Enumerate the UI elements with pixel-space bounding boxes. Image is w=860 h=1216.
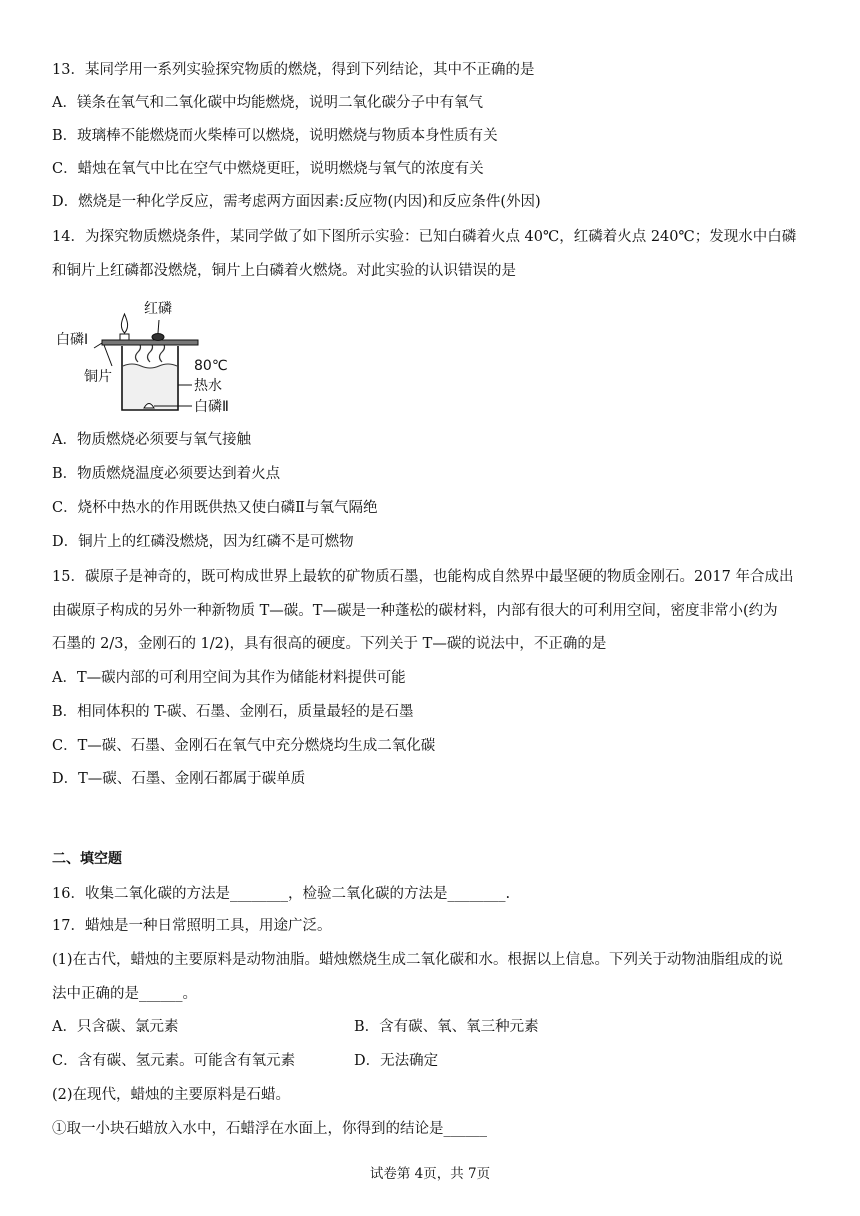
label-white-phosphorus-2: 白磷Ⅱ [194, 399, 229, 415]
q13-stem: 13．某同学用一系列实验探究物质的燃烧，得到下列结论，其中不正确的是 [52, 62, 535, 78]
q15-option-b: B．相同体积的 T-碳、石墨、金刚石，质量最轻的是石墨 [52, 704, 414, 720]
q14-option-b: B．物质燃烧温度必须要达到着火点 [52, 466, 281, 482]
hot-water-fill [123, 364, 177, 410]
q16-text: 16．收集二氧化碳的方法是________，检验二氧化碳的方法是________. [52, 886, 511, 902]
q17-part2-item1: ①取一小块石蜡放入水中，石蜡浮在水面上，你得到的结论是______ [52, 1121, 487, 1137]
q17-option-b: B．含有碳、氧、氧三种元素 [354, 1019, 539, 1035]
q15-option-a: A．T—碳内部的可利用空间为其作为储能材料提供可能 [52, 670, 406, 686]
section-title-fill-in: 二、填空题 [52, 851, 122, 867]
q14-option-d: D．铜片上的红磷没燃烧，因为红磷不是可燃物 [52, 534, 354, 550]
q17-part1-line1: (1)在古代，蜡烛的主要原料是动物油脂。蜡烛燃烧生成二氧化碳和水。根据以上信息。下列关于动物油脂组成的说 [52, 952, 784, 968]
q14-option-a: A．物质燃烧必须要与氧气接触 [52, 432, 251, 448]
q14-stem-line2: 和铜片上红磷都没燃烧，铜片上白磷着火燃烧。对此实验的认识错误的是 [52, 263, 516, 279]
q17-part1-line2: 法中正确的是______。 [52, 986, 197, 1002]
q17-part2: (2)在现代，蜡烛的主要原料是石蜡。 [52, 1087, 291, 1103]
q15-option-d: D．T—碳、石墨、金刚石都属于碳单质 [52, 771, 306, 787]
q15-stem-line3: 石墨的 2/3，金刚石的 1/2)，具有很高的硬度。下列关于 T—碳的说法中，不正确的是 [52, 636, 607, 652]
q13-option-c: C．蜡烛在氧气中比在空气中燃烧更旺，说明燃烧与氧气的浓度有关 [52, 161, 484, 177]
red-phosphorus-leader [158, 320, 159, 333]
label-red-phosphorus: 红磷 [144, 301, 172, 317]
red-phosphorus [152, 334, 164, 341]
white-phosphorus-1 [120, 334, 129, 340]
white-phosphorus-1-leader [94, 343, 102, 348]
q17-option-a: A．只含碳、氯元素 [52, 1019, 179, 1035]
q15-option-c: C．T—碳、石墨、金刚石在氧气中充分燃烧均生成二氧化碳 [52, 738, 436, 754]
q17-option-c: C．含有碳、氢元素。可能含有氧元素 [52, 1053, 296, 1069]
q17-option-d: D．无法确定 [354, 1053, 439, 1069]
q15-stem-line1: 15．碳原子是神奇的，既可构成世界上最软的矿物质石墨，也能构成自然界中最坚硬的物质金刚石。2017 年合成出 [52, 569, 794, 585]
experiment-figure [54, 296, 254, 418]
q14-stem-line1: 14．为探究物质燃烧条件，某同学做了如下图所示实验：已知白磷着火点 40℃，红磷着火点 240℃；发现水中白磷 [52, 229, 797, 245]
q13-option-d: D．燃烧是一种化学反应，需考虑两方面因素:反应物(内因)和反应条件(外因) [52, 194, 541, 210]
label-temperature: 80℃ [194, 358, 228, 374]
page-footer: 试卷第 4页，共 7页 [369, 1166, 491, 1182]
copper-leader [104, 345, 112, 366]
q17-stem: 17．蜡烛是一种日常照明工具，用途广泛。 [52, 918, 332, 934]
label-copper-sheet: 铜片 [84, 369, 112, 385]
q14-option-c: C．烧杯中热水的作用既供热又使白磷Ⅱ与氧气隔绝 [52, 500, 378, 516]
q15-stem-line2: 由碳原子构成的另外一种新物质 T—碳。T—碳是一种蓬松的碳材料，内部有很大的可利用空间，密度非常小(约为 [52, 603, 778, 619]
q13-option-a: A．镁条在氧气和二氧化碳中均能燃烧，说明二氧化碳分子中有氧气 [52, 95, 483, 111]
copper-sheet [102, 340, 198, 345]
q13-option-b: B．玻璃棒不能燃烧而火柴棒可以燃烧，说明燃烧与物质本身性质有关 [52, 128, 498, 144]
label-white-phosphorus-1: 白磷Ⅰ [56, 332, 89, 348]
label-hot-water: 热水 [194, 378, 222, 394]
flame-icon [121, 314, 127, 333]
